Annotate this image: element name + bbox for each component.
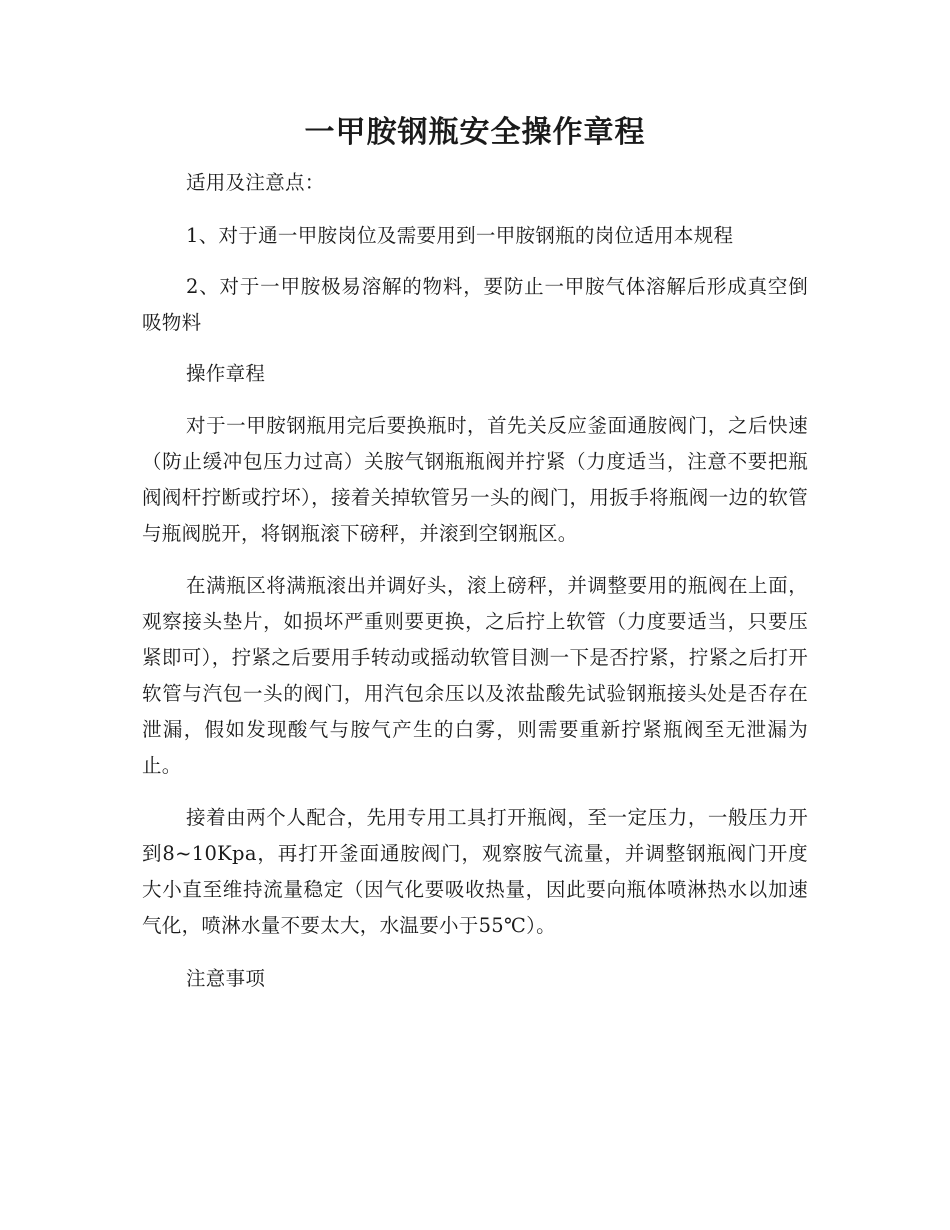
- rule-item-1: 1、对于通一甲胺岗位及需要用到一甲胺钢瓶的岗位适用本规程: [186, 224, 734, 247]
- rule-item-2: 2、对于一甲胺极易溶解的物料，要防止一甲胺气体溶解后形成真空倒吸物料: [142, 275, 808, 334]
- document-body: [142, 112, 808, 997]
- intro-heading: 适用及注意点：: [186, 171, 325, 194]
- operation-paragraph-3: 接着由两个人配合，先用专用工具打开瓶阀，至一定压力，一般压力开到8~10Kpa，再打开釜面通胺阀门，观察胺气流量，并调整钢瓶阀门开度大小直至维持流量稳定（因气化要吸收热量，因此要向瓶体喷淋热水以加速气化，喷淋水量不要太大，水温要小于55℃）。: [142, 806, 808, 937]
- operation-paragraph-1: 对于一甲胺钢瓶用完后要换瓶时，首先关反应釜面通胺阀门，之后快速（防止缓冲包压力过高）关胺气钢瓶瓶阀并拧紧（力度适当，注意不要把瓶阀阀杆拧断或拧坏），接着关掉软管另一头的阀门，用扳手将瓶阀一边的软管与瓶阀脱开，将钢瓶滚下磅秤，并滚到空钢瓶区。: [142, 414, 808, 545]
- document-title: 一甲胺钢瓶安全操作章程: [304, 115, 646, 150]
- operation-paragraph-2: 在满瓶区将满瓶滚出并调好头，滚上磅秤，并调整要用的瓶阀在上面，观察接头垫片，如损坏严重则要更换，之后拧上软管（力度要适当，只要压紧即可），拧紧之后要用手转动或摇动软管目测一下是否拧紧，拧紧之后打开软管与汽包一头的阀门，用汽包余压以及浓盐酸先试验钢瓶接头处是否存在泄漏，假如发现酸气与胺气产生的白雾，则需要重新拧紧瓶阀至无泄漏为止。: [142, 574, 808, 777]
- operations-heading: 操作章程: [186, 362, 266, 385]
- notes-heading: 注意事项: [186, 967, 266, 990]
